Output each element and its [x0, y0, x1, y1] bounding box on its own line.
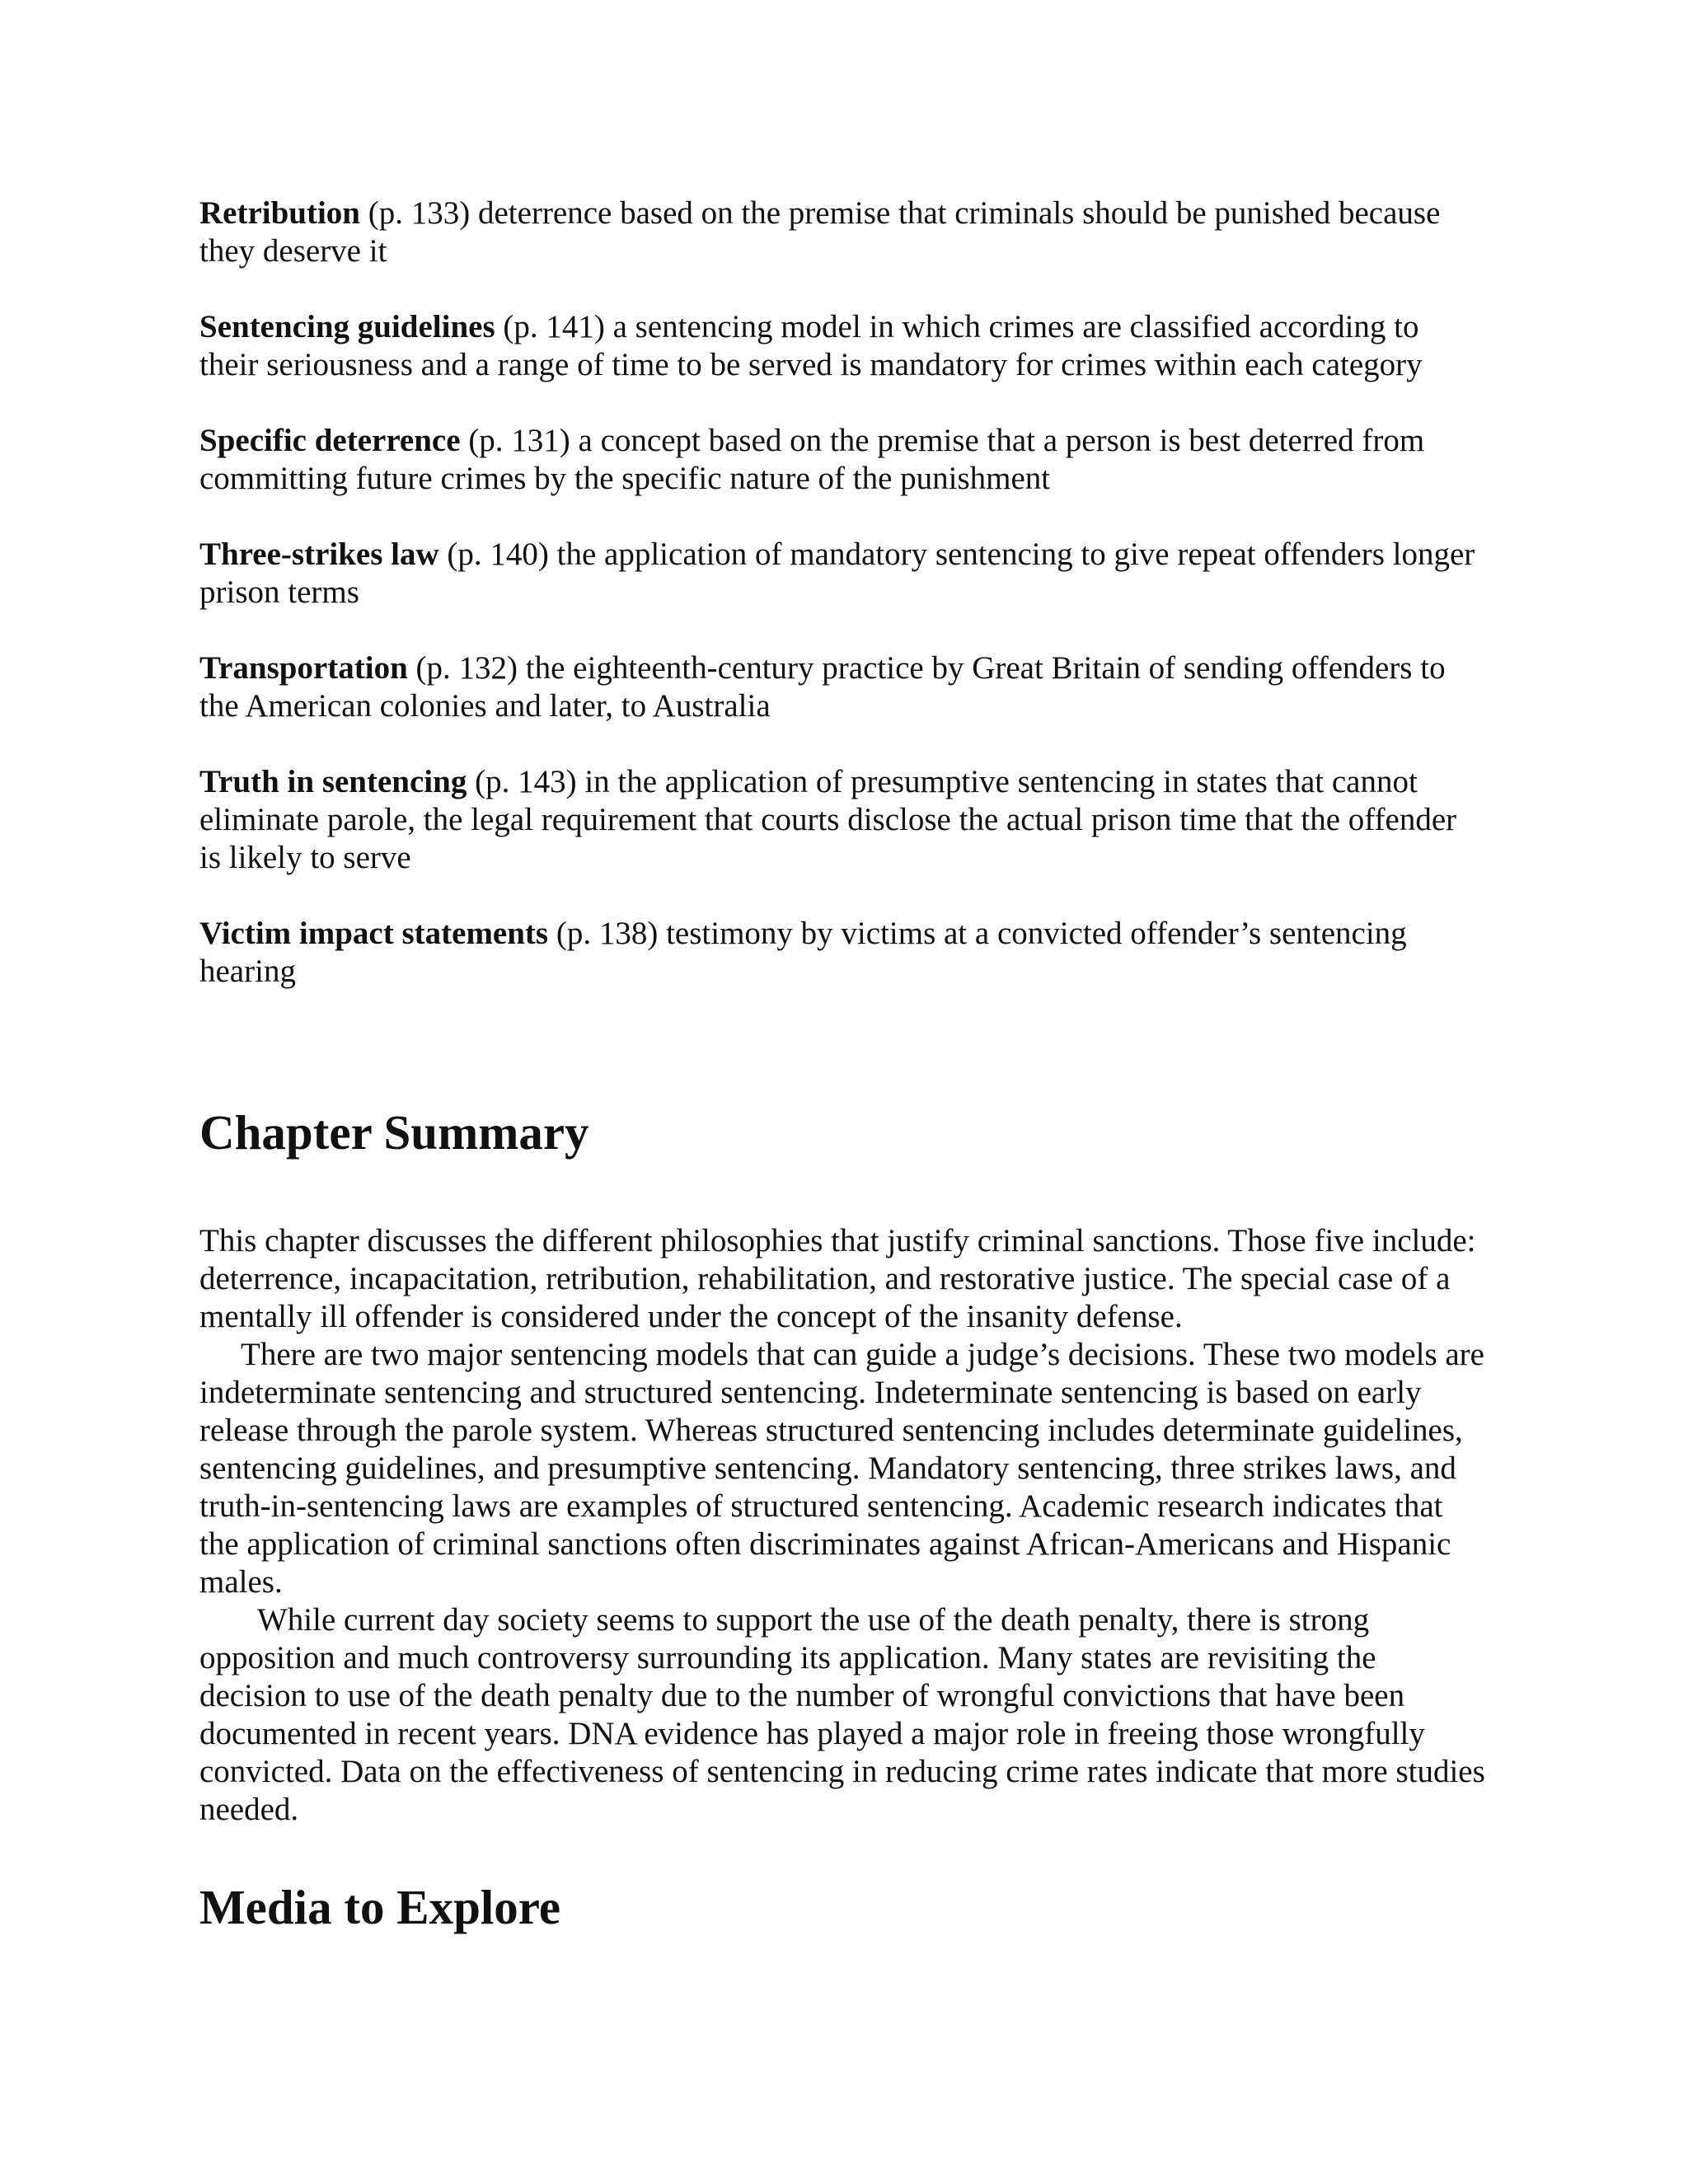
glossary-entry-three-strikes-law [199, 536, 1485, 612]
term-name: Sentencing guidelines [199, 309, 495, 344]
term-definition: a concept based on the premise that a person is best deterred from committing future crimes by the specific nature of the punishment [199, 423, 1425, 496]
term-definition: in the application of presumptive sentencing in states that cannot eliminate parole, the legal requirement that courts disclose the actual prison time that the offender is likely to serve [199, 764, 1457, 875]
term-name: Retribution [199, 195, 360, 231]
summary-paragraph-1: This chapter discusses the different philosophies that justify criminal sanctions. Those five include: deterrence, incapacitation, retribution, rehabilitation, and restorative justice. The special case of a mentally ill offender is considered under the concept of the insanity defense. [199, 1223, 1476, 1334]
term-page: (p. 133) [368, 195, 471, 231]
term-page: (p. 138) [556, 916, 659, 951]
glossary-entry-victim-impact-statements [199, 915, 1485, 991]
term-name: Specific deterrence [199, 423, 461, 458]
media-to-explore-heading: Media to Explore [199, 1880, 561, 1934]
summary-paragraph-2: There are two major sentencing models that can guide a judge’s decisions. These two models are indeterminate sentencing and structured sentencing. Indeterminate sentencing is based on early release through the parole system. Whereas structured sentencing includes determinate guidelines, sentencing guidelines, and presumptive sentencing. Mandatory sentencing, three strikes laws, and truth-in-sentencing laws are examples of structured sentencing. Academic research indicates that the application of criminal sanctions often discriminates against African-Americans and Hispanic males. [199, 1337, 1484, 1600]
glossary-list [199, 194, 1485, 991]
term-page: (p. 131) [468, 423, 570, 458]
chapter-summary-heading: Chapter Summary [199, 1105, 589, 1160]
term-page: (p. 132) [415, 650, 518, 686]
term-page: (p. 141) [503, 309, 605, 344]
term-definition: deterrence based on the premise that criminals should be punished because they deserve it [199, 195, 1441, 269]
term-definition: testimony by victims at a convicted offender’s sentencing hearing [199, 916, 1407, 989]
term-name: Victim impact statements [199, 916, 549, 951]
summary-paragraph-3: While current day society seems to support the use of the death penalty, there is strong opposition and much controversy surrounding its application. Many states are revisiting the decision to use of the death penalty due to the number of wrongful convictions that have been documented in recent years. DNA evidence has played a major role in freeing those wrongfully convicted. Data on the effectiveness of sentencing in reducing crime rates indicate that more studies needed. [199, 1602, 1485, 1827]
chapter-summary-body [199, 1222, 1485, 1829]
glossary-entry-transportation [199, 649, 1485, 725]
term-page: (p. 140) [447, 537, 549, 572]
term-page: (p. 143) [475, 764, 577, 799]
term-definition: the eighteenth-century practice by Great Britain of sending offenders to the American colonies and later, to Australia [199, 650, 1446, 724]
glossary-entry-truth-in-sentencing [199, 763, 1485, 877]
term-definition: the application of mandatory sentencing to give repeat offenders longer prison terms [199, 537, 1475, 610]
term-name: Truth in sentencing [199, 764, 467, 799]
glossary-entry-specific-deterrence [199, 422, 1485, 498]
document-page [199, 194, 1485, 1936]
term-name: Three-strikes law [199, 537, 439, 572]
term-name: Transportation [199, 650, 408, 686]
glossary-entry-sentencing-guidelines [199, 308, 1485, 384]
glossary-entry-retribution [199, 194, 1485, 270]
term-definition: a sentencing model in which crimes are classified according to their seriousness and a range of time to be served is mandatory for crimes within each category [199, 309, 1423, 382]
